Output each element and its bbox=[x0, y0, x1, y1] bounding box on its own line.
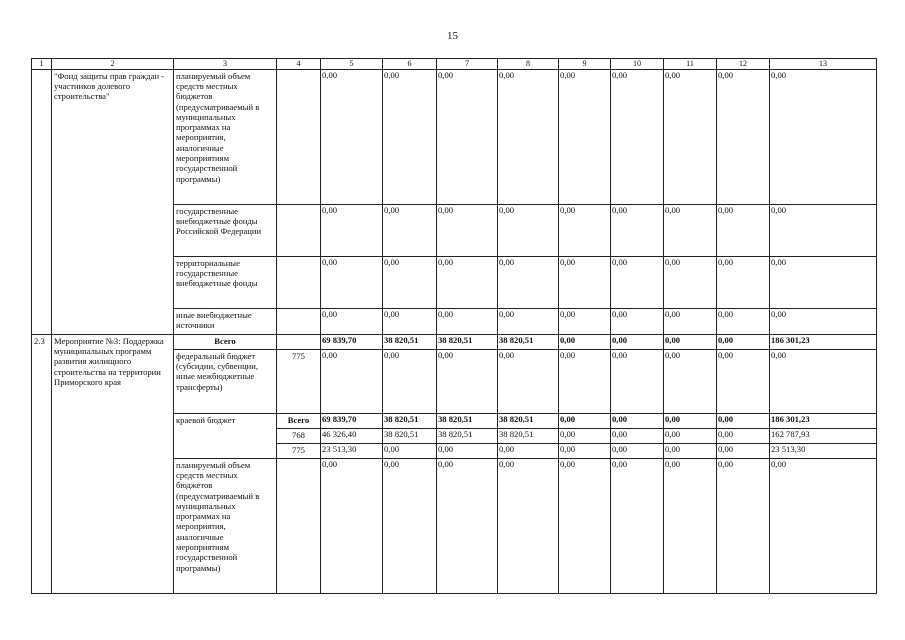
amount-cell: 0,00 bbox=[664, 204, 717, 256]
funding-source-cell: территориальные государственные внебюджетные фонды bbox=[174, 256, 277, 308]
grbs-code-cell: 775 bbox=[277, 349, 321, 413]
column-number: 5 bbox=[321, 59, 383, 70]
amount-cell: 0,00 bbox=[559, 458, 611, 593]
column-number: 11 bbox=[664, 59, 717, 70]
column-number: 9 bbox=[559, 59, 611, 70]
amount-cell: 0,00 bbox=[321, 204, 383, 256]
grbs-code-cell bbox=[277, 458, 321, 593]
amount-cell: 23 513,30 bbox=[770, 443, 877, 458]
amount-cell: 186 301,23 bbox=[770, 413, 877, 428]
column-number: 12 bbox=[717, 59, 770, 70]
row-number-cell bbox=[32, 69, 52, 334]
column-number: 6 bbox=[383, 59, 437, 70]
amount-cell: 0,00 bbox=[559, 69, 611, 204]
amount-cell: 0,00 bbox=[559, 204, 611, 256]
amount-cell: 0,00 bbox=[383, 256, 437, 308]
amount-cell: 0,00 bbox=[321, 349, 383, 413]
amount-cell: 0,00 bbox=[611, 69, 664, 204]
amount-cell: 0,00 bbox=[498, 69, 559, 204]
amount-cell: 0,00 bbox=[383, 308, 437, 334]
amount-cell: 38 820,51 bbox=[383, 334, 437, 349]
amount-cell: 0,00 bbox=[611, 204, 664, 256]
amount-cell: 0,00 bbox=[664, 413, 717, 428]
amount-cell: 0,00 bbox=[437, 349, 498, 413]
funding-source-cell: планируемый объем средств местных бюджетов (предусматриваемый в муниципальных программах на мероприятия, аналогичные мероприятиям государственной программы) bbox=[174, 69, 277, 204]
amount-cell: 0,00 bbox=[559, 413, 611, 428]
event-name-cell: Мероприятие №3: Поддержка муниципальных программ развития жилищного строительства на территории Приморского края bbox=[52, 334, 174, 593]
amount-cell: 0,00 bbox=[770, 349, 877, 413]
amount-cell: 0,00 bbox=[611, 256, 664, 308]
amount-cell: 0,00 bbox=[437, 204, 498, 256]
amount-cell: 0,00 bbox=[717, 413, 770, 428]
amount-cell: 0,00 bbox=[383, 458, 437, 593]
funding-source-cell: федеральный бюджет (субсидии, субвенции, иные межбюджетные трансферты) bbox=[174, 349, 277, 413]
amount-cell: 0,00 bbox=[559, 428, 611, 443]
amount-cell: 0,00 bbox=[717, 443, 770, 458]
amount-cell: 162 787,93 bbox=[770, 428, 877, 443]
amount-cell: 0,00 bbox=[611, 458, 664, 593]
funding-source-cell: государственные внебюджетные фонды Российской Федерации bbox=[174, 204, 277, 256]
amount-cell: 0,00 bbox=[717, 69, 770, 204]
amount-cell: 38 820,51 bbox=[383, 413, 437, 428]
column-number: 13 bbox=[770, 59, 877, 70]
funding-source-cell: Всего bbox=[174, 334, 277, 349]
amount-cell: 38 820,51 bbox=[498, 334, 559, 349]
amount-cell: 0,00 bbox=[321, 458, 383, 593]
amount-cell: 0,00 bbox=[717, 204, 770, 256]
amount-cell: 0,00 bbox=[664, 458, 717, 593]
amount-cell: 0,00 bbox=[664, 443, 717, 458]
amount-cell: 0,00 bbox=[611, 349, 664, 413]
amount-cell: 0,00 bbox=[717, 334, 770, 349]
column-number: 3 bbox=[174, 59, 277, 70]
amount-cell: 0,00 bbox=[664, 308, 717, 334]
amount-cell: 0,00 bbox=[437, 69, 498, 204]
amount-cell: 0,00 bbox=[611, 308, 664, 334]
amount-cell: 0,00 bbox=[437, 443, 498, 458]
amount-cell: 0,00 bbox=[383, 69, 437, 204]
event-name-cell: "Фонд защиты прав граждан - участников долевого строительства" bbox=[52, 69, 174, 334]
amount-cell: 0,00 bbox=[383, 443, 437, 458]
amount-cell: 0,00 bbox=[717, 308, 770, 334]
amount-cell: 38 820,51 bbox=[437, 413, 498, 428]
column-number: 4 bbox=[277, 59, 321, 70]
amount-cell: 0,00 bbox=[664, 256, 717, 308]
amount-cell: 0,00 bbox=[664, 349, 717, 413]
grbs-code-cell bbox=[277, 204, 321, 256]
grbs-code-cell bbox=[277, 256, 321, 308]
column-number: 2 bbox=[52, 59, 174, 70]
amount-cell: 0,00 bbox=[498, 308, 559, 334]
funding-source-cell: иные внебюджетные источники bbox=[174, 308, 277, 334]
amount-cell: 0,00 bbox=[717, 458, 770, 593]
amount-cell: 0,00 bbox=[383, 349, 437, 413]
amount-cell: 23 513,30 bbox=[321, 443, 383, 458]
amount-cell: 0,00 bbox=[559, 349, 611, 413]
amount-cell: 0,00 bbox=[611, 334, 664, 349]
column-number-row bbox=[32, 59, 877, 70]
budget-table bbox=[31, 58, 877, 594]
amount-cell: 0,00 bbox=[770, 458, 877, 593]
amount-cell: 0,00 bbox=[664, 69, 717, 204]
amount-cell: 0,00 bbox=[559, 308, 611, 334]
amount-cell: 0,00 bbox=[383, 204, 437, 256]
amount-cell: 0,00 bbox=[498, 458, 559, 593]
column-number: 7 bbox=[437, 59, 498, 70]
amount-cell: 0,00 bbox=[611, 443, 664, 458]
grbs-code-cell bbox=[277, 308, 321, 334]
amount-cell: 46 326,40 bbox=[321, 428, 383, 443]
amount-cell: 0,00 bbox=[437, 256, 498, 308]
column-number: 8 bbox=[498, 59, 559, 70]
amount-cell: 0,00 bbox=[717, 428, 770, 443]
amount-cell: 0,00 bbox=[770, 204, 877, 256]
amount-cell: 0,00 bbox=[498, 443, 559, 458]
amount-cell: 0,00 bbox=[559, 334, 611, 349]
amount-cell: 0,00 bbox=[321, 69, 383, 204]
amount-cell: 0,00 bbox=[498, 349, 559, 413]
amount-cell: 0,00 bbox=[770, 256, 877, 308]
grbs-code-cell bbox=[277, 69, 321, 204]
amount-cell: 38 820,51 bbox=[437, 334, 498, 349]
amount-cell: 0,00 bbox=[437, 308, 498, 334]
amount-cell: 0,00 bbox=[664, 334, 717, 349]
column-number: 1 bbox=[32, 59, 52, 70]
amount-cell: 0,00 bbox=[321, 308, 383, 334]
amount-cell: 0,00 bbox=[611, 413, 664, 428]
amount-cell: 0,00 bbox=[611, 428, 664, 443]
amount-cell: 0,00 bbox=[717, 349, 770, 413]
amount-cell: 0,00 bbox=[770, 69, 877, 204]
amount-cell: 38 820,51 bbox=[498, 413, 559, 428]
amount-cell: 0,00 bbox=[559, 443, 611, 458]
amount-cell: 38 820,51 bbox=[383, 428, 437, 443]
grbs-code-cell bbox=[277, 334, 321, 349]
grbs-code-cell: 768 bbox=[277, 428, 321, 443]
amount-cell: 38 820,51 bbox=[437, 428, 498, 443]
amount-cell: 0,00 bbox=[498, 204, 559, 256]
amount-cell: 186 301,23 bbox=[770, 334, 877, 349]
amount-cell: 0,00 bbox=[770, 308, 877, 334]
row-number-cell: 2.3 bbox=[32, 334, 52, 593]
amount-cell: 0,00 bbox=[717, 256, 770, 308]
funding-source-cell: планируемый объем средств местных бюджетов (предусматриваемый в муниципальных программах на мероприятия, аналогичные мероприятиям государственной программы) bbox=[174, 458, 277, 593]
amount-cell: 0,00 bbox=[559, 256, 611, 308]
amount-cell: 0,00 bbox=[437, 458, 498, 593]
amount-cell: 69 839,70 bbox=[321, 413, 383, 428]
amount-cell: 38 820,51 bbox=[498, 428, 559, 443]
amount-cell: 0,00 bbox=[664, 428, 717, 443]
grbs-code-cell: Всего bbox=[277, 413, 321, 428]
amount-cell: 0,00 bbox=[498, 256, 559, 308]
table-row bbox=[32, 69, 877, 204]
funding-source-cell: краевой бюджет bbox=[174, 413, 277, 458]
column-number: 10 bbox=[611, 59, 664, 70]
table-row bbox=[32, 334, 877, 349]
amount-cell: 69 839,70 bbox=[321, 334, 383, 349]
page-number: 15 bbox=[447, 30, 458, 42]
amount-cell: 0,00 bbox=[321, 256, 383, 308]
grbs-code-cell: 775 bbox=[277, 443, 321, 458]
